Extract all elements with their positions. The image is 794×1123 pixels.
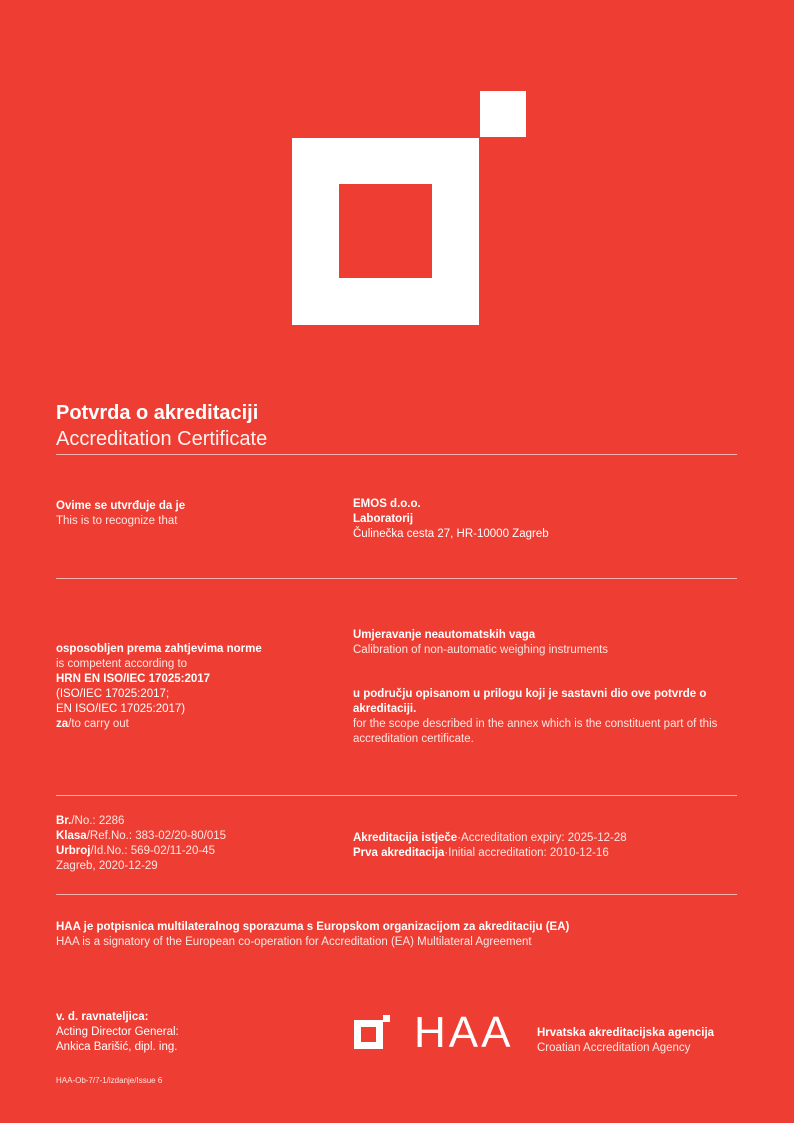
haa-logo-inner <box>361 1027 376 1042</box>
agency-hr: Hrvatska akreditacijska agencija <box>537 1027 715 1039</box>
recognize-hr: Ovime se utvrđuje da je <box>56 500 186 512</box>
activity-block <box>353 628 608 658</box>
agency-en: Croatian Accreditation Agency <box>537 1042 691 1054</box>
ref-klasa: Klasa/Ref.No.: 383-02/20-80/015 <box>56 830 227 842</box>
haa-abbr: HAA <box>414 1008 514 1057</box>
title-en: Accreditation Certificate <box>56 428 268 450</box>
divider <box>56 578 737 579</box>
ea-block <box>56 920 569 950</box>
divider <box>56 454 737 455</box>
title-hr: Potvrda o akreditaciji <box>56 402 259 424</box>
scope-block <box>353 687 743 747</box>
signatory-role-en: Acting Director General: <box>56 1026 179 1038</box>
signatory-name: Ankica Barišić, dipl. ing. <box>56 1041 178 1053</box>
za-hr: za <box>56 718 69 730</box>
haa-logo-small-square <box>383 1015 390 1022</box>
activity-hr: Umjeravanje neautomatskih vaga <box>353 629 536 641</box>
competence-hr: osposobljen prema zahtjevima norme <box>56 643 262 655</box>
logo-inner-square <box>339 184 432 278</box>
divider <box>56 795 737 796</box>
recognize-block <box>56 499 185 529</box>
ea-en: HAA is a signatory of the European co-operation for Accreditation (EA) Multilateral Agreement <box>56 936 532 948</box>
standard-alt2: EN ISO/IEC 17025:2017) <box>56 703 186 715</box>
competence-block <box>56 642 262 732</box>
scope-hr: u području opisanom u prilogu koji je sastavni dio ove potvrde o akreditaciji. <box>353 688 707 715</box>
standard-alt1: (ISO/IEC 17025:2017; <box>56 688 170 700</box>
agency-block <box>537 1026 714 1056</box>
expiry-block <box>353 831 627 861</box>
ref-urbroj: Urbroj/Id.No.: 569-02/11-20-45 <box>56 845 215 857</box>
reference-block <box>56 814 226 874</box>
divider <box>56 894 737 895</box>
za-en: /to carry out <box>68 718 129 730</box>
entity-block <box>353 497 549 542</box>
ref-number: Br./No.: 2286 <box>56 815 125 827</box>
expiry-line: Akreditacija istječe·Accreditation expiry: 2025-12-28 <box>353 832 627 844</box>
standard: HRN EN ISO/IEC 17025:2017 <box>56 673 211 685</box>
carry-out-line <box>56 717 262 732</box>
competence-en: is competent according to <box>56 658 188 670</box>
footer-issue: HAA-Ob-7/7-1/izdanje/Issue 6 <box>56 1076 163 1085</box>
activity-en: Calibration of non-automatic weighing instruments <box>353 644 609 656</box>
scope-en: for the scope described in the annex which is the constituent part of this accreditation certificate. <box>353 718 718 745</box>
entity-name: EMOS d.o.o. <box>353 498 421 510</box>
logo-small-square <box>480 91 526 137</box>
initial-line: Prva akreditacija·Initial accreditation: 2010-12-16 <box>353 847 609 859</box>
entity-address: Čulinečka cesta 27, HR-10000 Zagreb <box>353 528 549 540</box>
place-date: Zagreb, 2020-12-29 <box>56 860 158 872</box>
signatory-role-hr: v. d. ravnateljica: <box>56 1011 149 1023</box>
ea-hr: HAA je potpisnica multilateralnog sporazuma s Europskom organizacijom za akreditaciju (EA) <box>56 921 570 933</box>
entity-unit: Laboratorij <box>353 513 414 525</box>
signatory-block <box>56 1010 179 1055</box>
recognize-en: This is to recognize that <box>56 515 178 527</box>
